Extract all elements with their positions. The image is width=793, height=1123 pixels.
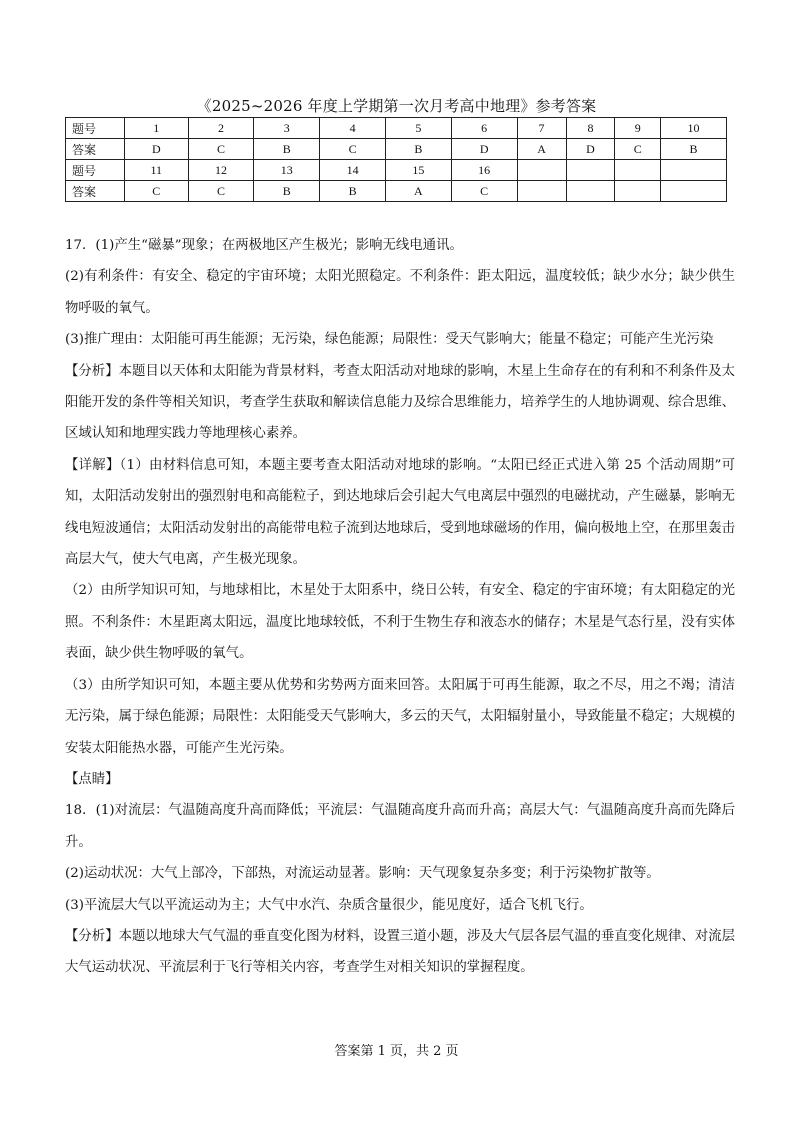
table-cell (615, 181, 661, 202)
table-cell: C (125, 181, 189, 202)
table-cell: 10 (661, 118, 727, 139)
table-cell: A (517, 139, 566, 160)
table-cell (517, 181, 566, 202)
table-cell: B (661, 139, 727, 160)
table-cell: 2 (188, 118, 254, 139)
answer-18-part2: (2)运动状况：大气上部冷，下部热，对流运动显著。影响：天气现象复杂多变；利于污染物扩散等。 (65, 866, 660, 882)
table-cell: C (188, 181, 254, 202)
answer-18-part3: (3)平流层大气以平流运动为主；大气中水汽、杂质含量很少，能见度好，适合飞机飞行。 (65, 897, 593, 913)
table-cell: C (451, 181, 517, 202)
row-header: 题号 (66, 160, 125, 181)
table-cell: 7 (517, 118, 566, 139)
table-cell (566, 181, 615, 202)
table-cell: D (125, 139, 189, 160)
table-cell: 16 (451, 160, 517, 181)
table-cell: 13 (254, 160, 320, 181)
row-header: 答案 (66, 181, 125, 202)
page-footer: 答案第 1 页，共 2 页 (334, 1044, 459, 1059)
answer-17-part2: (2)有利条件：有安全、稳定的宇宙环境；太阳光照稳定。不利条件：距太阳远，温度较低；缺少水分；缺少供生物呼吸的氧气。 (65, 269, 735, 316)
row-header: 题号 (66, 118, 125, 139)
table-cell (661, 160, 727, 181)
detail-17-part3: （3）由所学知识可知，本题主要从优势和劣势两方面来回答。太阳属于可再生能源，取之不尽，用之不竭；清洁无污染，属于绿色能源；局限性：太阳能受天气影响大，多云的天气，太阳辐射量小，导致能量不稳定；大规模的安装太阳能热水器，可能产生光污染。 (65, 677, 735, 756)
table-cell: B (385, 139, 451, 160)
table-cell: B (254, 139, 320, 160)
table-cell: 12 (188, 160, 254, 181)
analysis-17: 【分析】本题目以天体和太阳能为背景材料，考查太阳活动对地球的影响，木星上生命存在的有利和不利条件及太阳能开发的条件等相关知识，考查学生获取和解读信息能力及综合思维能力，培养学生的人地协调观、综合思维、区域认知和地理实践力等地理核心素养。 (65, 363, 735, 442)
table-cell (517, 160, 566, 181)
table-cell: 5 (385, 118, 451, 139)
table-cell: 6 (451, 118, 517, 139)
table-cell (615, 160, 661, 181)
table-cell: 1 (125, 118, 189, 139)
table-cell: 4 (320, 118, 386, 139)
table-cell: C (320, 139, 386, 160)
table-cell: D (451, 139, 517, 160)
table-cell: C (615, 139, 661, 160)
table-cell: B (320, 181, 386, 202)
table-row (66, 139, 727, 160)
answer-17-part3: (3)推广理由：太阳能可再生能源；无污染，绿色能源；局限性：受天气影响大；能量不稳定；可能产生光污染 (65, 332, 714, 348)
table-cell: C (188, 139, 254, 160)
analysis-18: 【分析】本题以地球大气气温的垂直变化图为材料，设置三道小题，涉及大气层各层气温的垂直变化规律、对流层大气运动状况、平流层利于飞行等相关内容，考查学生对相关知识的掌握程度。 (65, 928, 735, 976)
answer-17-part1: 17．(1)产生“磁暴”现象；在两极地区产生极光；影响无线电通讯。 (65, 238, 463, 253)
answer-explanations (65, 230, 735, 984)
table-cell: 8 (566, 118, 615, 139)
table-cell: 15 (385, 160, 451, 181)
table-cell: D (566, 139, 615, 160)
table-cell: 14 (320, 160, 386, 181)
table-cell: 11 (125, 160, 189, 181)
table-cell: 9 (615, 118, 661, 139)
table-cell: B (254, 181, 320, 202)
table-row (66, 181, 727, 202)
table-cell (661, 181, 727, 202)
row-header: 答案 (66, 139, 125, 160)
key-point-17: 【点睛】 (65, 771, 119, 787)
table-cell (566, 160, 615, 181)
table-cell: A (385, 181, 451, 202)
table-row (66, 118, 727, 139)
page-title: 《2025~2026 年度上学期第一次月考高中地理》参考答案 (196, 97, 597, 115)
table-row (66, 160, 727, 181)
detail-17-part2: （2）由所学知识可知，与地球相比，木星处于太阳系中，绕日公转，有安全、稳定的宇宙环境；有太阳稳定的光照。不利条件：木星距离太阳远，温度比地球较低，不利于生物生存和液态水的储存；木星是气态行星，没有实体表面，缺少供生物呼吸的氧气。 (65, 583, 735, 662)
detail-17-part1: 【详解】（1）由材料信息可知，本题主要考查太阳活动对地球的影响。“太阳已经正式进入第 25 个活动周期”可知，太阳活动发射出的强烈射电和高能粒子，到达地球后会引起大气电离层中强烈的电磁扰动，产生磁暴，影响无线电短波通信；太阳活动发射出的高能带电粒子流到达地球后，受到地球磁场的作用，偏向极地上空，在那里轰击高层大气，使大气电离，产生极光现象。 (65, 457, 735, 568)
answer-18-part1: 18．(1)对流层：气温随高度升高而降低；平流层：气温随高度升高而升高；高层大气：气温随高度升高而先降后升。 (65, 803, 735, 850)
answer-table (65, 117, 727, 202)
table-cell: 3 (254, 118, 320, 139)
